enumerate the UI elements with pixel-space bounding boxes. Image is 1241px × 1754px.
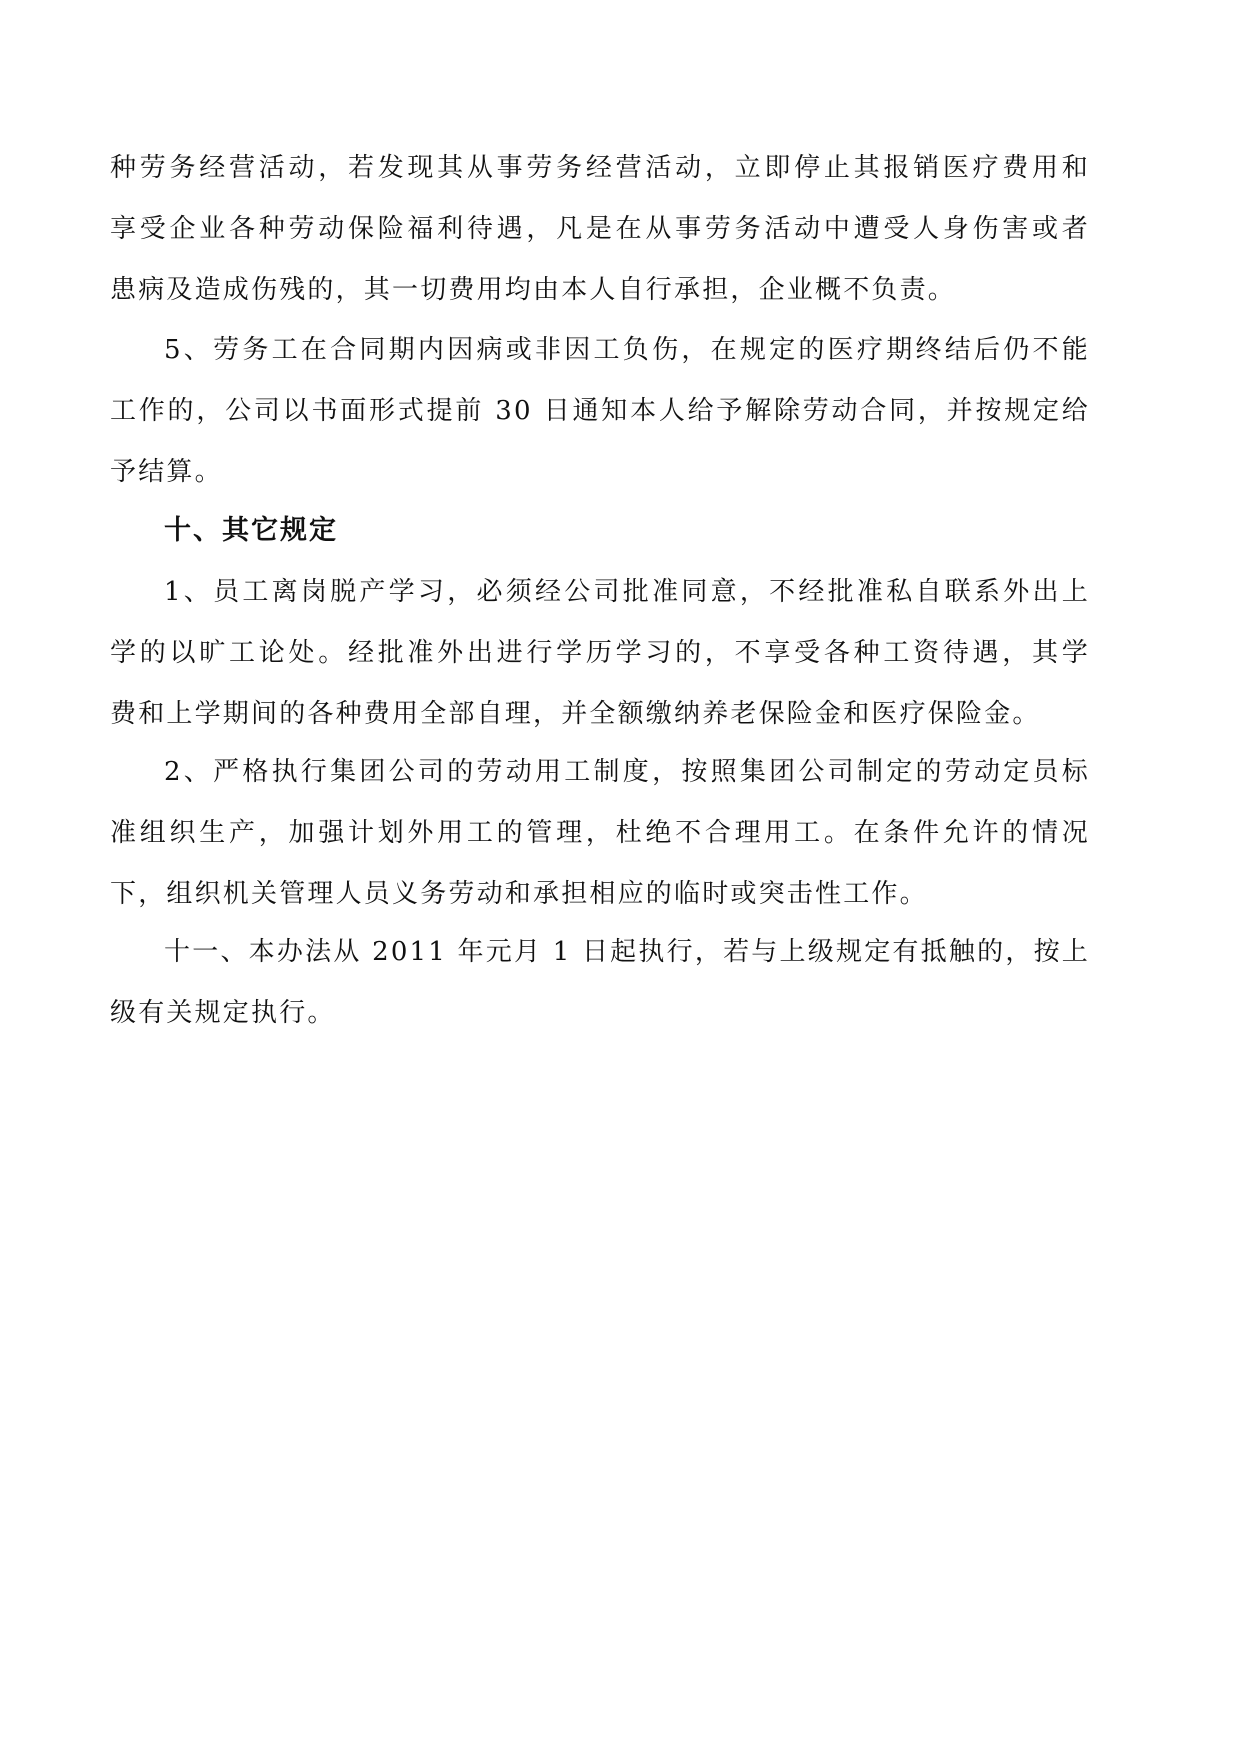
text-line: 1、员工离岗脱产学习，必须经公司批准同意，不经批准私自联系外出上 — [164, 577, 1090, 607]
paragraph-continuation — [110, 138, 1090, 321]
text-line: 级有关规定执行。 — [110, 998, 336, 1028]
paragraph-section-11 — [110, 922, 1090, 1044]
text-line: 享受企业各种劳动保险福利待遇，凡是在从事劳务活动中遭受人身伤害或者 — [110, 214, 1090, 244]
text-line: 准组织生产，加强计划外用工的管理，杜绝不合理用工。在条件允许的情况 — [110, 818, 1090, 848]
text-line: 十一、本办法从 2011 年元月 1 日起执行，若与上级规定有抵触的，按上 — [164, 937, 1090, 967]
text-line: 下，组织机关管理人员义务劳动和承担相应的临时或突击性工作。 — [110, 879, 928, 909]
section-heading: 十、其它规定 — [164, 515, 338, 546]
text-line: 工作的，公司以书面形式提前 30 日通知本人给予解除劳动合同，并按规定给 — [110, 396, 1090, 426]
paragraph-item-5 — [110, 320, 1090, 503]
text-line: 患病及造成伤残的，其一切费用均由本人自行承担，企业概不负责。 — [110, 275, 957, 305]
paragraph-section10-item-1 — [110, 562, 1090, 745]
text-line: 种劳务经营活动，若发现其从事劳务经营活动，立即停止其报销医疗费用和 — [110, 153, 1090, 183]
text-line: 5、劳务工在合同期内因病或非因工负伤，在规定的医疗期终结后仍不能 — [164, 335, 1090, 365]
text-line: 2、严格执行集团公司的劳动用工制度，按照集团公司制定的劳动定员标 — [164, 757, 1090, 787]
text-line: 予结算。 — [110, 457, 223, 487]
text-line: 学的以旷工论处。经批准外出进行学历学习的，不享受各种工资待遇，其学 — [110, 638, 1090, 668]
paragraph-section10-item-2 — [110, 742, 1090, 925]
text-line: 费和上学期间的各种费用全部自理，并全额缴纳养老保险金和医疗保险金。 — [110, 699, 1041, 729]
